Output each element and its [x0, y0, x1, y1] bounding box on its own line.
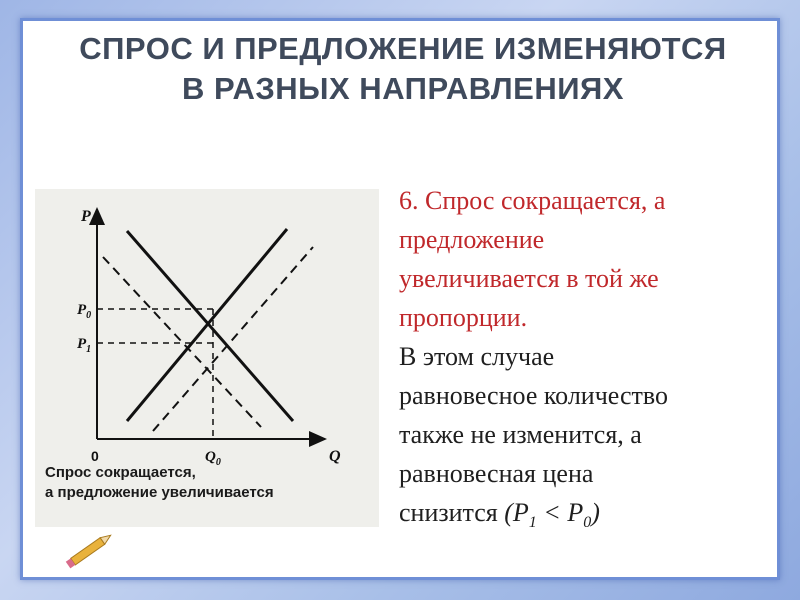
- origin-label: 0: [91, 448, 99, 464]
- demand-curve-new: [103, 257, 261, 427]
- body-line5: [399, 493, 779, 542]
- pencil-icon: [61, 529, 121, 569]
- body-line1: В этом случае: [399, 342, 555, 371]
- caption-line1: Спрос сокращается,: [45, 464, 196, 481]
- x-axis-label: Q: [329, 448, 341, 465]
- p1-label: $P_1$: [77, 336, 92, 355]
- y-axis-label: P: [81, 208, 91, 225]
- slide-frame: [20, 18, 780, 580]
- p0-label: $P_0$: [77, 302, 92, 321]
- slide-title-line2: В РАЗНЫХ НАПРАВЛЕНИЯХ: [182, 71, 624, 106]
- case-heading-line1: 6. Спрос сокращается, а: [399, 186, 666, 215]
- supply-demand-figure: [35, 189, 379, 527]
- case-heading-line4: пропорции.: [399, 303, 528, 332]
- body-line2: равновесное количество: [399, 381, 668, 410]
- price-formula: $(P_1 < P_0)$: [504, 498, 600, 532]
- body-line3: также не изменится, а: [399, 420, 642, 449]
- figure-caption: [45, 463, 379, 503]
- caption-line2: а предложение увеличивается: [45, 484, 274, 501]
- supply-curve-new: [153, 247, 313, 431]
- case-heading-line3: увеличивается в той же: [399, 264, 659, 293]
- explanation-text: [399, 181, 779, 542]
- case-heading-line2: предложение: [399, 225, 545, 254]
- q0-label: $Q_0$: [205, 449, 221, 468]
- slide-title-line1: СПРОС И ПРЕДЛОЖЕНИЕ ИЗМЕНЯЮТСЯ: [79, 31, 727, 66]
- body-line4: равновесная цена: [399, 459, 594, 488]
- body-line5-prefix: снизится: [399, 498, 505, 527]
